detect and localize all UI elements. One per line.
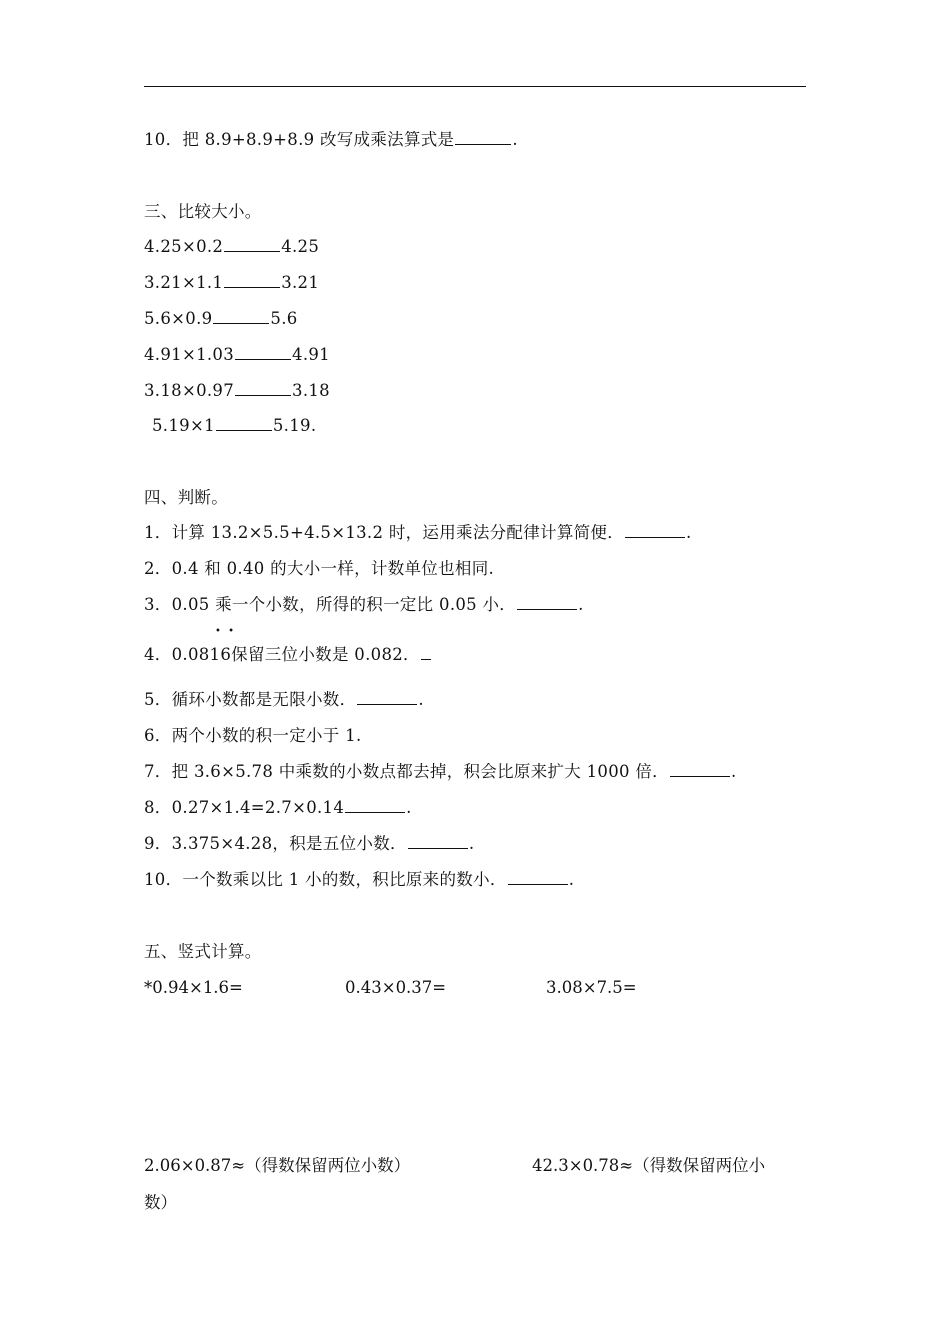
calc-problem-4: 2.06×0.87≈（得数保留两位小数） [144,1156,411,1175]
answer-blank[interactable] [421,645,431,660]
answer-blank[interactable] [625,523,685,538]
compare-item-4: 4.91×1.03 4.91 [144,345,330,364]
judge-item-4: 4．0.0816保留三位小数是 0.082． [144,644,432,666]
compare-blank[interactable] [235,381,291,396]
section-5-heading: 五、竖式计算。 [144,942,262,961]
compare-blank[interactable] [216,416,272,431]
compare-blank[interactable] [213,309,269,324]
answer-blank[interactable] [357,690,417,705]
compare-item-2: 3.21×1.1 3.21 [144,273,320,292]
judge-item-8: 8．0.27×1.4=2.7×0.14 . [144,798,412,817]
section-3-heading: 三、比较大小。 [144,202,262,221]
section-4-heading: 四、判断。 [144,488,228,507]
question-10-fill: 10．把 8.9+8.9+8.9 改写成乘法算式是 . [144,130,518,149]
header-rule [144,86,806,87]
answer-blank[interactable] [517,595,577,610]
compare-blank[interactable] [224,273,280,288]
judge-item-2: 2．0.4 和 0.40 的大小一样，计数单位也相同. [144,559,495,578]
calc-problem-5: 42.3×0.78≈（得数保留两位小 [532,1156,766,1175]
answer-blank[interactable] [508,870,568,885]
repeating-digits: 16 [209,645,232,664]
judge-item-9: 9．3.375×4.28，积是五位小数． . [144,834,475,853]
judge-item-5: 5．循环小数都是无限小数． . [144,690,424,709]
answer-blank[interactable] [670,762,730,777]
calc-problem-1: *0.94×1.6= [144,978,243,997]
calc-problem-2: 0.43×0.37= [345,978,447,997]
compare-blank[interactable] [224,237,280,252]
answer-blank[interactable] [408,834,468,849]
answer-blank[interactable] [345,798,405,813]
calc-problem-5-cont: 数） [144,1193,177,1212]
compare-item-5: 3.18×0.97 3.18 [144,381,330,400]
judge-item-7: 7．把 3.6×5.78 中乘数的小数点都去掉，积会比原来扩大 1000 倍． . [144,762,737,781]
judge-item-6: 6．两个小数的积一定小于 1. [144,726,362,745]
calc-problem-3: 3.08×7.5= [546,978,637,997]
repeating-dots: • • [215,626,236,637]
compare-blank[interactable] [235,345,291,360]
compare-item-6: 5.19×1 5.19. [152,416,317,435]
judge-item-3: 3．0.05 乘一个小数，所得的积一定比 0.05 小． . [144,595,584,614]
compare-item-1: 4.25×0.2 4.25 [144,237,320,256]
answer-blank[interactable] [455,130,511,145]
compare-item-3: 5.6×0.9 5.6 [144,309,298,328]
judge-item-1: 1．计算 13.2×5.5+4.5×13.2 时，运用乘法分配律计算简便． . [144,523,692,542]
question-text: 10．把 8.9+8.9+8.9 改写成乘法算式是 [144,130,455,149]
judge-item-10: 10．一个数乘以比 1 小的数，积比原来的数小． . [144,870,575,889]
